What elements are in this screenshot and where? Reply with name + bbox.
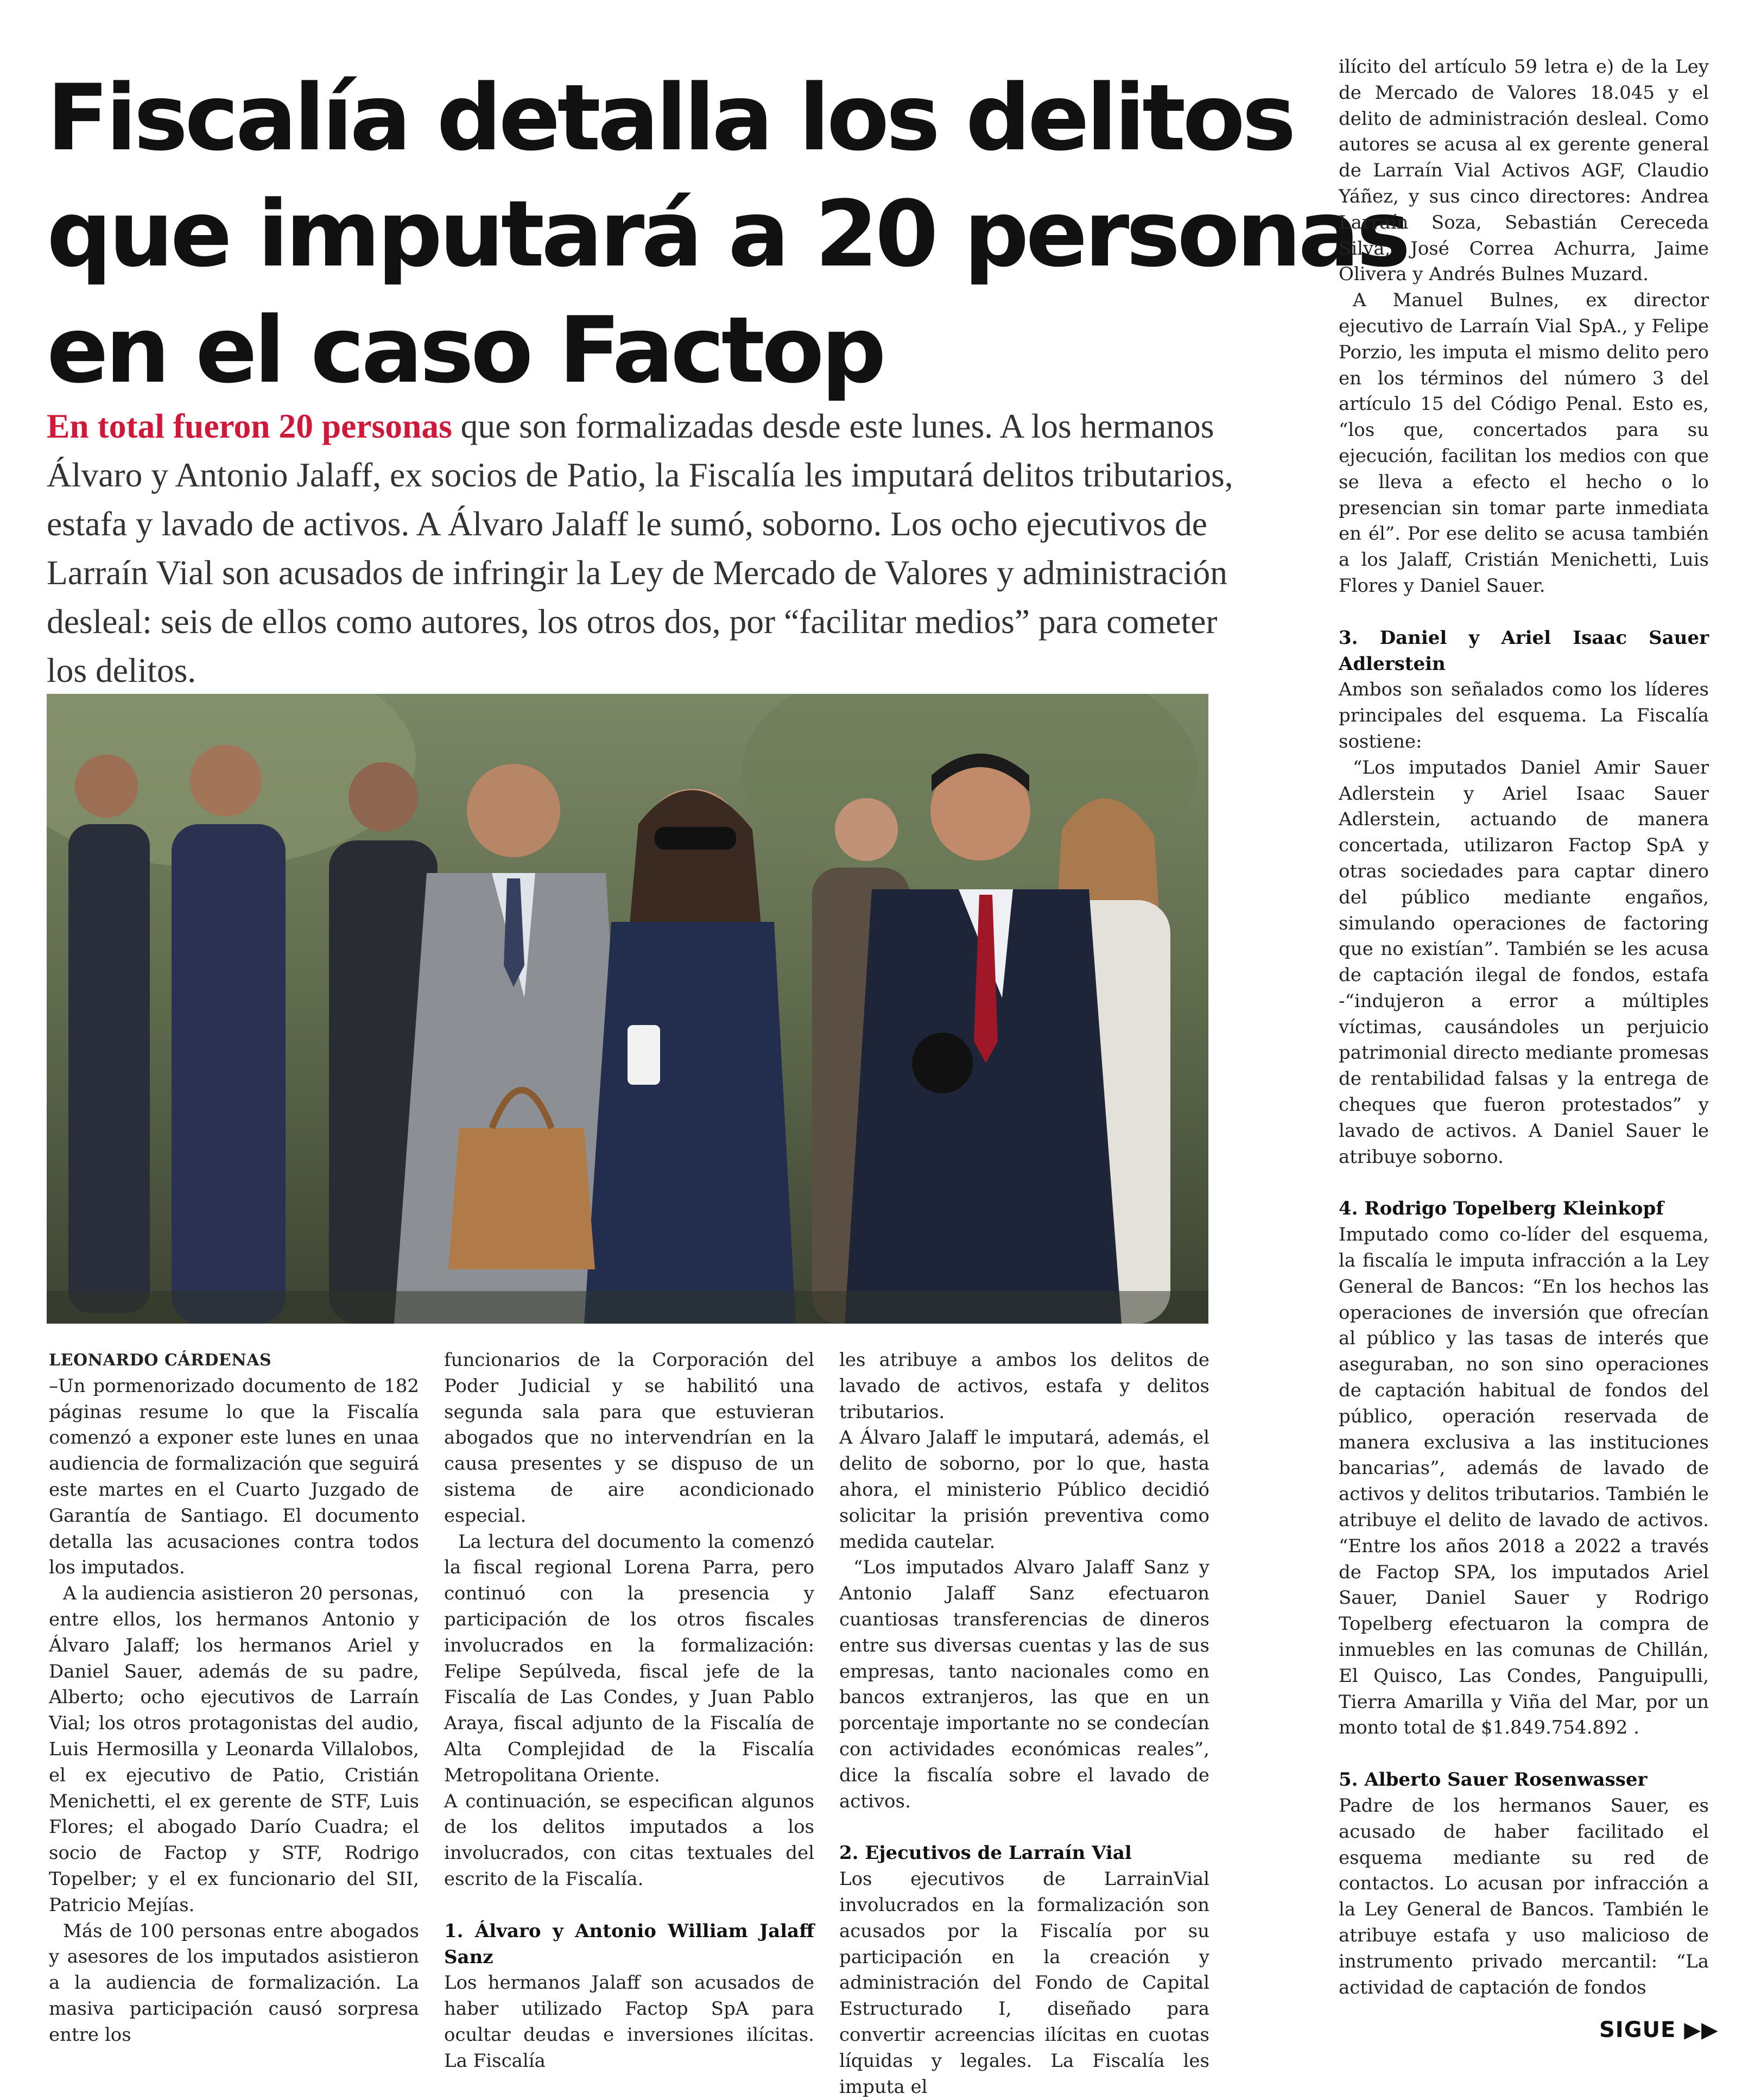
paragraph: Los ejecutivos de LarrainVial involucrados en la formalización son acusados por la Fiscalía por su participación en la creación y administración del Fondo de Capital Estructurado I, diseñado para convertir acreencias ilícitas en cuotas líquidas y legales. La Fiscalía les imputa el — [839, 1868, 1209, 2098]
paragraph: –Un pormenorizado documento de 182 páginas resume lo que la Fiscalía comenzó a exponer este lunes en unaa audiencia de formalización que seguirá este martes en el Cuarto Juzgado de Garantía de Santiago. El documento detalla las acusaciones contra todos los imputados. — [49, 1375, 419, 1579]
headline-line-3: en el caso Factop — [47, 297, 883, 403]
article-column-1 — [49, 1348, 419, 2048]
paragraph: Los hermanos Jalaff son acusados de haber utilizado Factop SpA para ocultar deudas e inversiones ilícitas. La Fiscalía — [444, 1972, 814, 2072]
paragraph: “Los imputados Daniel Amir Sauer Adlerstein y Ariel Isaac Sauer Adlerstein, actuando de manera concertada, utilizaron Factop SpA y otras sociedades para captar dinero del público mediante engaños, simulando operaciones de factoring que no existían”. También se les acusa de captación ilegal de fondos, estafa -“indujeron a error a múltiples víctimas, causándoles un perjuicio patrimonial directo mediante promesas de rentabilidad falsas y la entrega de cheques que fueron protestados” y lavado de activos. A Daniel Sauer le atribuye soborno. — [1339, 756, 1709, 1168]
paragraph: Ambos son señalados como los líderes principales del esquema. La Fiscalía sostiene: — [1339, 679, 1709, 752]
paragraph: La lectura del documento la comenzó la fiscal regional Lorena Parra, pero continuó con la presencia y participación de los otros fiscales involucrados en la formalización: Felipe Sepúlveda, fiscal jefe de la Fiscalía de Las Condes, y Juan Pablo Araya, fiscal adjunto de la Fiscalía de Alta Complejidad de la Fiscalía Metropolitana Oriente. — [444, 1530, 814, 1786]
byline: LEONARDO CÁRDENAS — [49, 1351, 272, 1370]
lead-paragraph — [47, 402, 1236, 695]
paragraph: Imputado como co-líder del esquema, la fiscalía le imputa infracción a la Ley General de Bancos: “En los hechos las operaciones de inversión que ofrecían al público y las tasas de interés que aseguraban, no son sino operaciones de captación habitual de fondos del público, operación reservada de manera exclusiva a las instituciones bancarias”, además de lavado de activos y delitos tributarios. También le atribuye el delito de lavado de activos. “Entre los años 2018 a 2022 a través de Factop SPA, los imputados Ariel Sauer, Daniel Sauer y Rodrigo Topelberg efectuaron la compra de inmuebles en las comunas de Chillán, El Quisco, Las Condes, Panguipulli, Tierra Amarilla y Viña del Mar, por un monto total de $1.849.754.892 . — [1339, 1224, 1709, 1739]
paragraph: A Álvaro Jalaff le imputará, además, el delito de soborno, por lo que, hasta ahora, el ministerio Público decidió solicitar la prisión preventiva como medida cautelar. — [839, 1427, 1209, 1553]
paragraph: les atribuye a ambos los delitos de lavado de activos, estafa y delitos tributarios. — [839, 1349, 1209, 1423]
paragraph: ilícito del artículo 59 letra e) de la Ley de Mercado de Valores 18.045 y el delito de administración desleal. Como autores se acusa al ex gerente general de Larraín Vial Activos AGF, Claudio Yáñez, y sus cinco directores: Andrea Larraín Soza, Sebastián Cereceda Silva, José Correa Achurra, Jaime Olivera y Andrés Bulnes Muzard. — [1339, 56, 1709, 286]
continues-marker: SIGUE ▶▶ — [1599, 2017, 1719, 2042]
headline-line-1: Fiscalía detalla los delitos — [47, 65, 1293, 171]
paragraph: “Los imputados Alvaro Jalaff Sanz y Antonio Jalaff Sanz efectuaron cuantiosas transferencias de dineros entre sus diversas cuentas y las de sus empresas, tanto nacionales como en bancos extranjeros, las que en un porcentaje importante no se condecían con actividades económicas reales”, dice la fiscalía sobre el lavado de activos. — [839, 1557, 1209, 1812]
paragraph: Más de 100 personas entre abogados y asesores de los imputados asistieron a la audiencia de formalización. La masiva participación causó sorpresa entre los — [49, 1920, 419, 2046]
article-column-3 — [839, 1348, 1209, 2100]
section-heading-3: 3. Daniel y Ariel Isaac Sauer Adlerstein — [1339, 627, 1709, 675]
lead-text: que son formalizadas desde este lunes. A los hermanos Álvaro y Antonio Jalaff, ex socios de Patio, la Fiscalía les imputará delitos tributarios, estafa y lavado de activos. A Álvaro Jalaff le sumó, soborno. Los ocho ejecutivos de Larraín Vial son acusados de infringir la Ley de Mercado de Valores y administración desleal: seis de ellos como autores, los otros dos, por “facilitar medios” para cometer los delitos. — [47, 407, 1233, 690]
lead-highlight: En total fueron 20 personas — [47, 407, 452, 445]
section-heading-1: 1. Álvaro y Antonio William Jalaff Sanz — [444, 1920, 814, 1968]
section-heading-4: 4. Rodrigo Topelberg Kleinkopf — [1339, 1198, 1664, 1220]
paragraph: Padre de los hermanos Sauer, es acusado de haber facilitado el esquema mediante su red de contactos. Lo acusan por infracción a la Ley General de Bancos. También le atribuye estafa y uso malicioso de instrumento privado mercantil: “La actividad de captación de fondos — [1339, 1795, 1709, 1998]
paragraph: funcionarios de la Corporación del Poder Judicial y se habilitó una segunda sala para que estuvieran abogados que no intervendrían en la causa presentes y se dispuso de un sistema de aire acondicionado especial. — [444, 1349, 814, 1527]
article-column-4 — [1339, 54, 1709, 2001]
photo-illustration — [47, 694, 1208, 1324]
article-column-2 — [444, 1348, 814, 2074]
paragraph: A continuación, se especifican algunos de los delitos imputados a los involucrados, con citas textuales del escrito de la Fiscalía. — [444, 1790, 814, 1890]
headline — [47, 60, 1408, 408]
paragraph: A Manuel Bulnes, ex director ejecutivo de Larraín Vial SpA., y Felipe Porzio, les imputa el mismo delito pero en los términos del número 3 del artículo 15 del Código Penal. Esto es, “los que, concertados para su ejecución, facilitan los medios con que se lleva a efecto el hecho o lo presencian sin tomar parte inmediata en él”. Por ese delito se acusa también a los Jalaff, Cristián Menichetti, Luis Flores y Daniel Sauer. — [1339, 289, 1709, 597]
section-heading-2: 2. Ejecutivos de Larraín Vial — [839, 1842, 1132, 1864]
headline-line-2: que imputará a 20 personas — [47, 181, 1408, 287]
news-photo — [47, 694, 1208, 1324]
paragraph: A la audiencia asistieron 20 personas, entre ellos, los hermanos Antonio y Álvaro Jalaff; los hermanos Ariel y Daniel Sauer, además de su padre, Alberto; ocho ejecutivos de Larraín Vial; los otros protagonistas del audio, Luis Hermosilla y Leonarda Villalobos, el ex ejecutivo de Patio, Cristián Menichetti, el ex gerente de STF, Luis Flores; el abogado Darío Cuadra; el socio de Factop y STF, Rodrigo Topelber; y el ex funcionario del SII, Patricio Mejías. — [49, 1583, 419, 1916]
section-heading-5: 5. Alberto Sauer Rosenwasser — [1339, 1769, 1648, 1791]
